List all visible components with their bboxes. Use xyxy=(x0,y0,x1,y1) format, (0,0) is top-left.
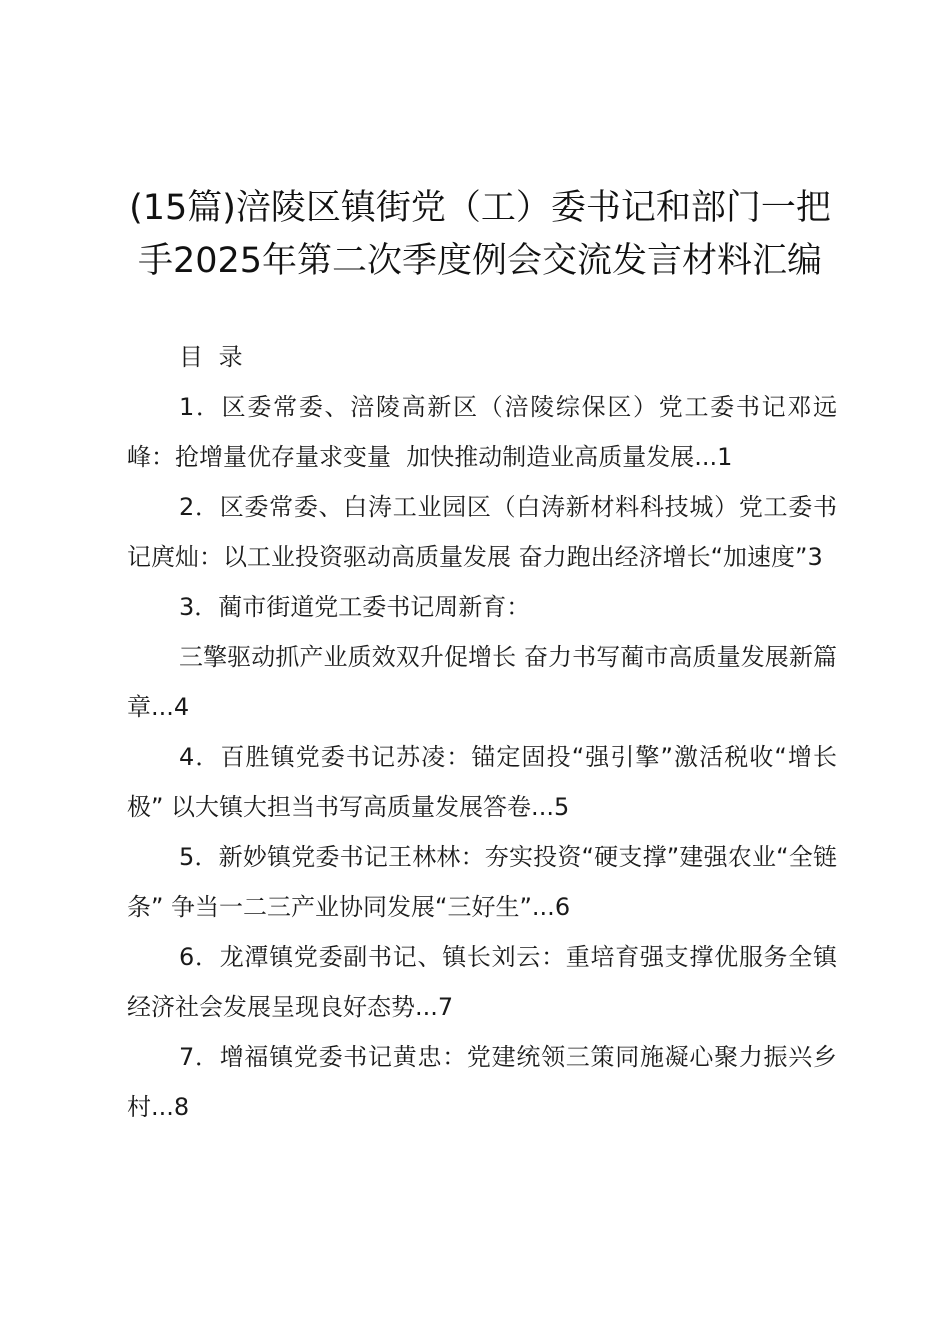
toc-item-1: 1．区委常委、涪陵高新区（涪陵综保区）党工委书记邓远峰：抢增量优存量求变量 加快推动制造业高质量发展...1 xyxy=(127,393,837,471)
toc-item-2: 2．区委常委、白涛工业园区（白涛新材料科技城）党工委书记庹灿：以工业投资驱动高质量发展 奋力跑出经济增长“加速度”3 xyxy=(127,493,837,571)
document-title: (15篇)涪陵区镇街党（工）委书记和部门一把手2025年第二次季度例会交流发言材料汇编 xyxy=(129,188,831,281)
toc-item-3: 3．蔺市街道党工委书记周新育： xyxy=(179,593,531,621)
toc-item-7: 7．增福镇党委书记黄忠：党建统领三策同施凝心聚力振兴乡村...8 xyxy=(127,1043,837,1121)
toc-item-4: 4．百胜镇党委书记苏凌：锚定固投“强引擎”激活税收“增长极” 以大镇大担当书写高质量发展答卷...5 xyxy=(127,743,837,821)
toc-heading: 目 录 xyxy=(179,343,247,371)
toc-item-3-subtitle: 三擎驱动抓产业质效双升促增长 奋力书写蔺市高质量发展新篇章...4 xyxy=(127,643,837,721)
toc-item-6: 6．龙潭镇党委副书记、镇长刘云：重培育强支撑优服务全镇经济社会发展呈现良好态势...7 xyxy=(127,943,837,1021)
table-of-contents xyxy=(127,332,837,1132)
toc-item-5: 5．新妙镇党委书记王林林：夯实投资“硬支撑”建强农业“全链条” 争当一二三产业协同发展“三好生”...6 xyxy=(127,843,837,921)
